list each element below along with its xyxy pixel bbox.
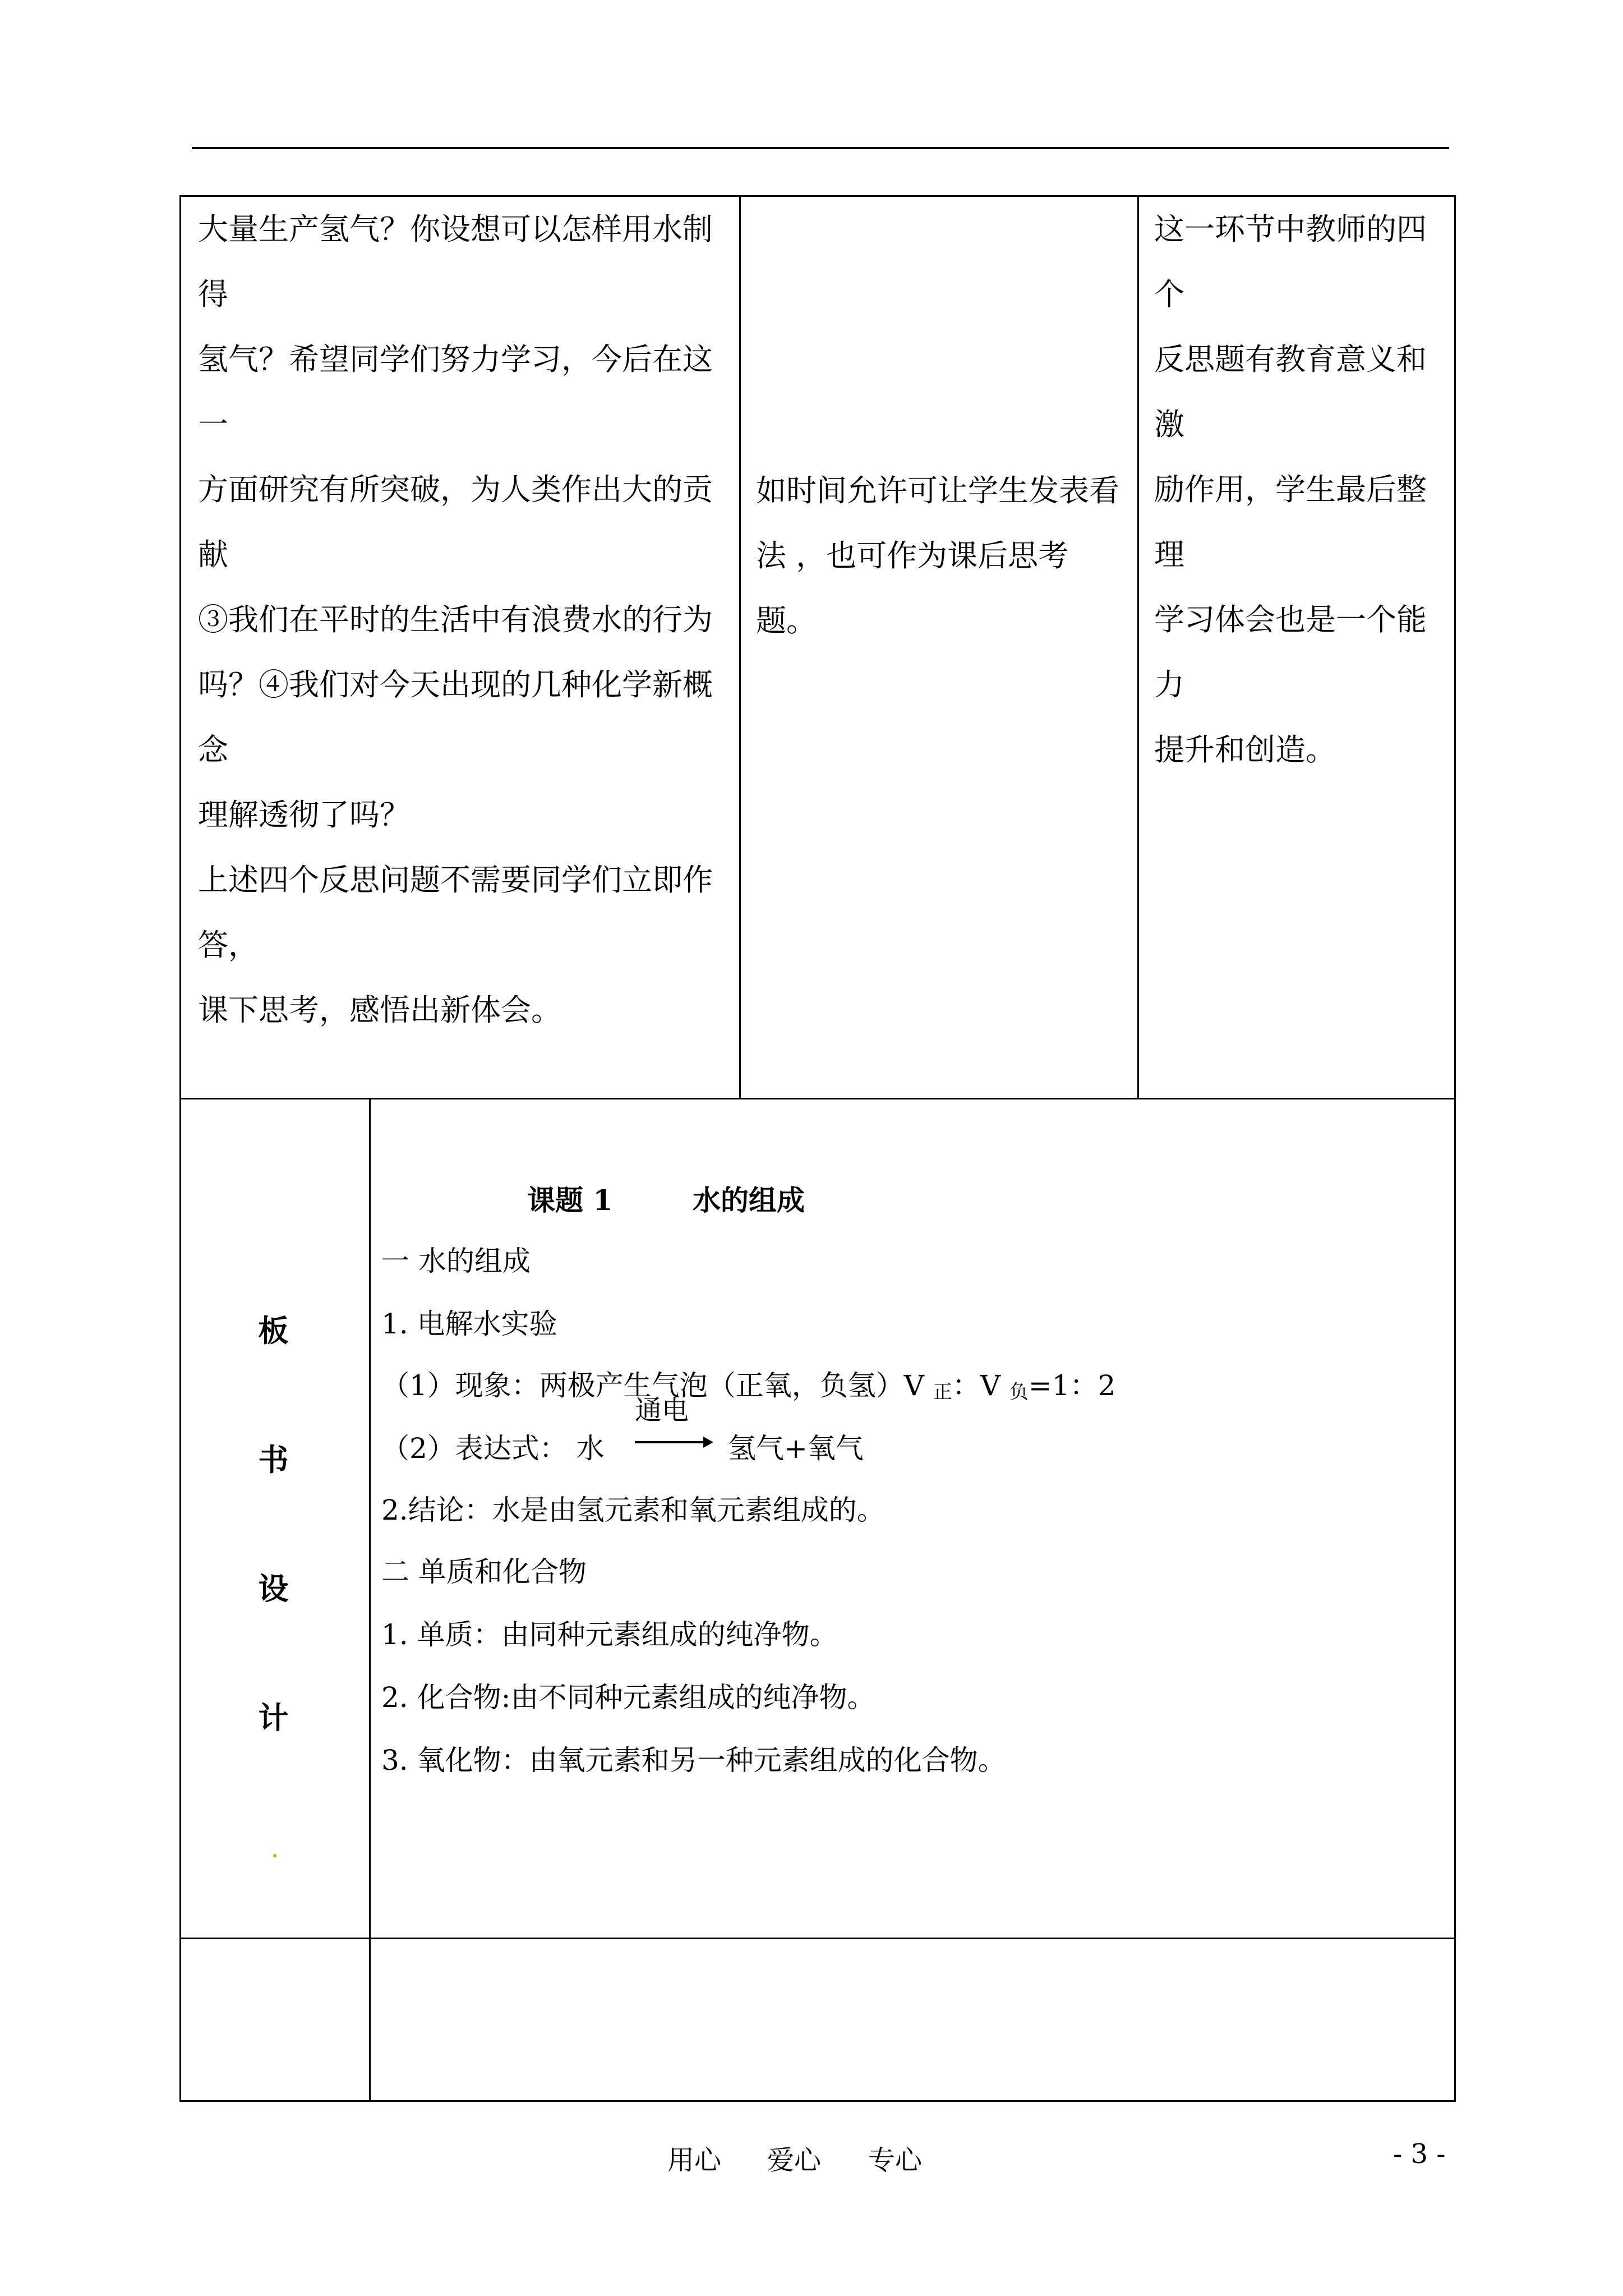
- lesson-title: 水的组成: [693, 1184, 805, 1217]
- text-line: 励作用，学生最后整理: [1154, 472, 1427, 572]
- text-line: 法 ，也可作为课后思考题。: [756, 538, 1069, 638]
- text-line: 方面研究有所突破，为人类作出大的贡献: [198, 472, 713, 572]
- phenomenon-line: [381, 1369, 1115, 1409]
- colon-text: ：V: [952, 1369, 1009, 1402]
- section-heading: 一 水的组成: [381, 1245, 531, 1277]
- text-line: 大量生产氢气？你设想可以怎样用水制得: [198, 211, 713, 312]
- header-rule: [192, 147, 1449, 149]
- subscript-positive: 正: [933, 1381, 952, 1404]
- ratio-text: =1：2: [1028, 1369, 1116, 1402]
- column-divider: [369, 1098, 371, 1938]
- definition-item: 3. 氧化物：由氧元素和另一种元素组成的化合物。: [381, 1744, 1006, 1777]
- footer-motto: 专心: [868, 2145, 923, 2176]
- stray-dot: [273, 1854, 276, 1857]
- empty-row: [179, 1934, 1456, 2102]
- column-divider: [739, 197, 741, 1098]
- text-line: 氢气？希望同学们努力学习，今后在这一: [198, 342, 713, 442]
- student-activity-cell: [756, 458, 1126, 654]
- text-line: 学习体会也是一个能力: [1154, 602, 1427, 702]
- reaction-arrow-icon: [635, 1434, 713, 1450]
- lesson-number: 课题 1: [527, 1184, 613, 1217]
- list-item: 1. 电解水实验: [381, 1308, 557, 1340]
- section-heading: 二 单质和化合物: [381, 1556, 587, 1588]
- footer-motto: 用心: [667, 2145, 722, 2176]
- arrow-condition: 通电: [635, 1395, 689, 1426]
- reflection-table: [179, 195, 1456, 1099]
- text-line: 课下思考，感悟出新体会。: [198, 992, 561, 1028]
- text-line: 如时间允许可让学生发表看: [756, 473, 1119, 508]
- text-line: 反思题有教育意义和激: [1154, 342, 1427, 442]
- conclusion-text: 2.结论：水是由氢元素和氧元素组成的。: [381, 1494, 885, 1526]
- column-divider: [369, 1934, 371, 2100]
- subscript-negative: 负: [1009, 1381, 1029, 1404]
- design-intent-cell: [1154, 197, 1451, 783]
- text-line: 上述四个反思问题不需要同学们立即作答，: [198, 862, 713, 963]
- side-label-char: 书: [258, 1442, 289, 1478]
- text-line: 提升和创造。: [1154, 732, 1336, 767]
- side-label-char: 设: [258, 1571, 289, 1607]
- text-line: 理解透彻了吗？: [198, 797, 410, 832]
- column-divider: [1137, 197, 1139, 1098]
- text-line: 这一环节中教师的四个: [1154, 211, 1427, 312]
- text-line: ③我们在平时的生活中有浪费水的行为: [198, 602, 713, 637]
- expression-products: 氢气+氧气: [728, 1432, 864, 1465]
- side-label-char: 计: [258, 1700, 289, 1736]
- definition-item: 2. 化合物:由不同种元素组成的纯净物。: [381, 1681, 875, 1714]
- footer-motto: 爱心: [767, 2145, 822, 2176]
- definition-item: 1. 单质：由同种元素组成的纯净物。: [381, 1618, 838, 1651]
- expression-label: （2）表达式： 水: [381, 1432, 605, 1465]
- phenomenon-text: （1）现象：两极产生气泡（正氧，负氢）V: [381, 1369, 933, 1402]
- teacher-activity-cell: [198, 197, 731, 1043]
- page-number: - 3 -: [1393, 2138, 1446, 2170]
- side-label-char: 板: [258, 1313, 289, 1349]
- text-line: 吗？④我们对今天出现的几种化学新概念: [198, 667, 713, 767]
